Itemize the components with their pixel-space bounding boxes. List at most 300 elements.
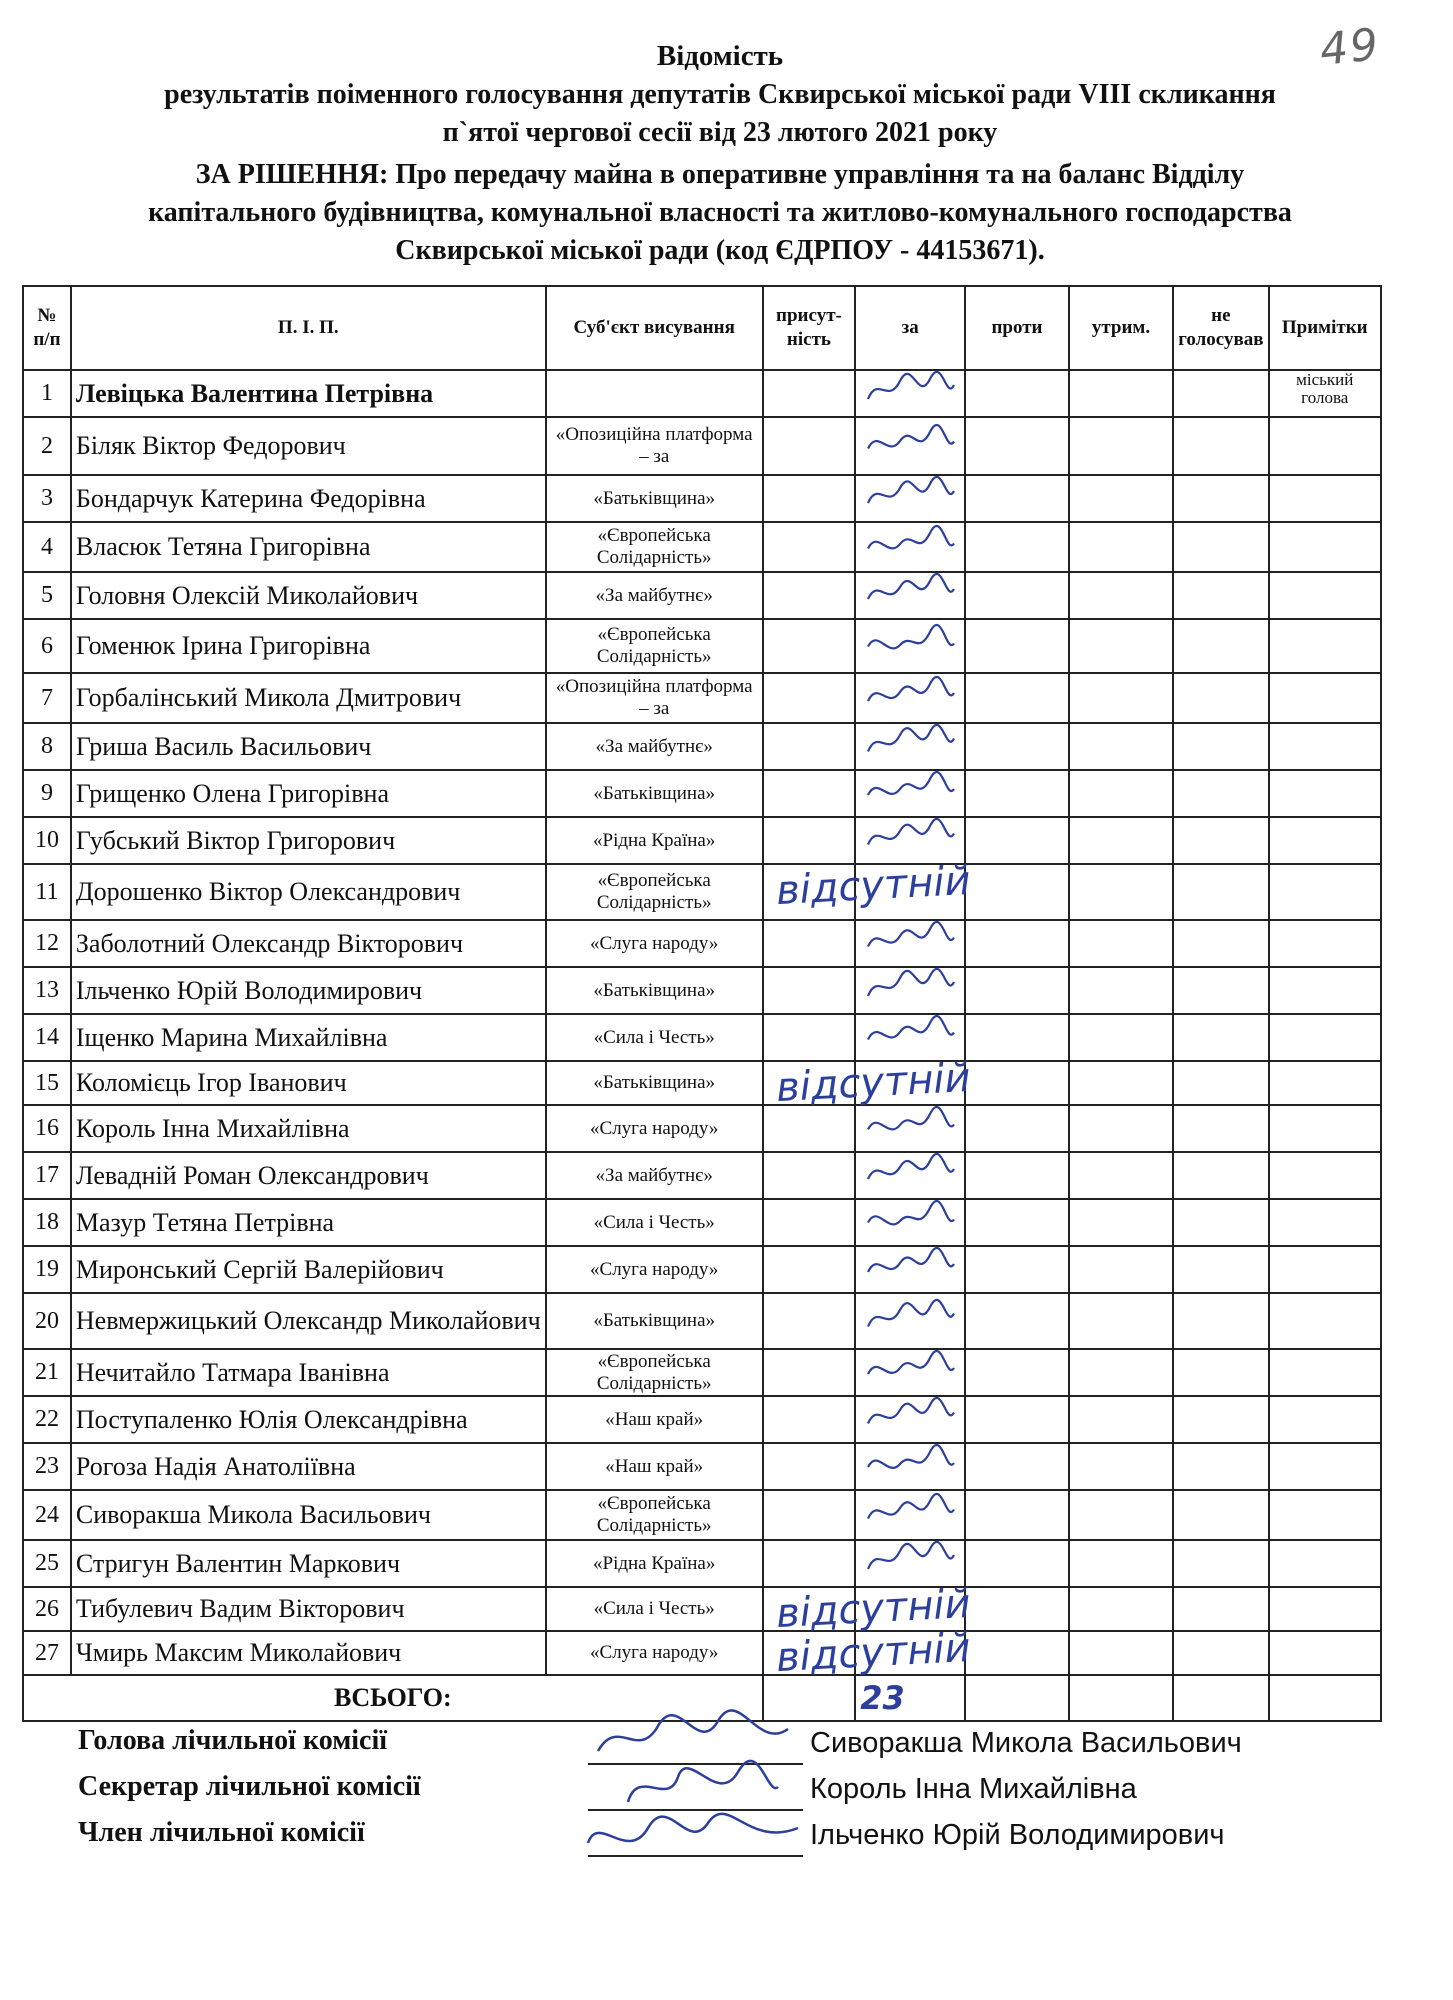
note-cell — [1269, 817, 1382, 864]
note-cell — [1269, 1246, 1382, 1293]
header-present: присут-ність — [763, 286, 855, 370]
header-note: Примітки — [1269, 286, 1382, 370]
not-voted-cell — [1173, 1105, 1268, 1152]
not-voted-cell — [1173, 1293, 1268, 1349]
member-signature — [578, 1803, 808, 1873]
table-row — [23, 770, 1381, 817]
against-cell — [965, 522, 1069, 572]
row-number: 5 — [23, 572, 71, 619]
not-voted-cell — [1173, 370, 1268, 417]
member-party: «Наш край» — [546, 1396, 763, 1443]
member-name: Нечитайло Татмара Іванівна — [71, 1349, 546, 1396]
abstain-cell — [1069, 1631, 1174, 1675]
member-name: Ільченко Юрій Володимирович — [810, 1819, 1225, 1851]
row-number: 13 — [23, 967, 71, 1014]
against-cell — [965, 1631, 1069, 1675]
against-cell — [965, 1061, 1069, 1105]
total-note — [1269, 1675, 1382, 1721]
against-cell — [965, 1540, 1069, 1587]
member-name: Горбалінський Микола Дмитрович — [71, 673, 546, 723]
for-cell — [855, 770, 965, 817]
signature-mark — [860, 921, 960, 959]
document-title: Відомість — [656, 40, 784, 72]
member-name: Заболотний Олександр Вікторович — [71, 920, 546, 967]
member-party: «Опозиційна платформа – за — [546, 673, 763, 723]
against-cell — [965, 770, 1069, 817]
note-cell — [1269, 1631, 1382, 1675]
for-cell — [855, 817, 965, 864]
against-cell — [965, 673, 1069, 723]
row-number: 12 — [23, 920, 71, 967]
abstain-cell — [1069, 1396, 1174, 1443]
header-party: Суб'єкт висування — [546, 286, 763, 370]
note-cell — [1269, 673, 1382, 723]
against-cell — [965, 1349, 1069, 1396]
for-cell — [855, 1293, 965, 1349]
against-cell — [965, 1443, 1069, 1490]
member-party: «За майбутнє» — [546, 723, 763, 770]
against-cell — [965, 723, 1069, 770]
decision-text1: Про передачу майна в оперативне управління та на баланс Відділу — [395, 159, 1245, 190]
member-party: «Слуга народу» — [546, 920, 763, 967]
header-num: № п/п — [23, 286, 71, 370]
row-number: 17 — [23, 1152, 71, 1199]
not-voted-cell — [1173, 817, 1268, 864]
member-name: Ільченко Юрій Володимирович — [71, 967, 546, 1014]
member-party: «За майбутнє» — [546, 572, 763, 619]
against-cell — [965, 417, 1069, 475]
abstain-cell — [1069, 967, 1174, 1014]
table-row — [23, 1396, 1381, 1443]
against-cell — [965, 1246, 1069, 1293]
note-cell — [1269, 967, 1382, 1014]
table-row — [23, 1293, 1381, 1349]
present-cell — [763, 770, 855, 817]
note-cell — [1269, 864, 1382, 920]
for-cell — [855, 920, 965, 967]
row-number: 9 — [23, 770, 71, 817]
for-cell — [775, 1580, 972, 1638]
document-subtitle-line1: результатів поіменного голосування депутатів Сквирської міської ради VIII скликання — [164, 79, 1276, 110]
member-name: Гриша Василь Васильович — [71, 723, 546, 770]
for-cell — [855, 673, 965, 723]
member-name: Власюк Тетяна Григорівна — [71, 522, 546, 572]
member-party: «Батьківщина» — [546, 475, 763, 522]
document-subtitle-line2: п`ятої чергової сесії від 23 лютого 2021 року — [442, 117, 998, 148]
signature-mark — [860, 1299, 960, 1337]
member-party: «Слуга народу» — [546, 1246, 763, 1293]
present-cell — [763, 522, 855, 572]
against-cell — [965, 1152, 1069, 1199]
abstain-cell — [1069, 1105, 1174, 1152]
signature-mark — [860, 676, 960, 714]
for-cell — [855, 522, 965, 572]
header-name: П. І. П. — [71, 286, 546, 370]
chair-label: Голова лічильної комісії — [78, 1725, 388, 1756]
abstain-cell — [1069, 1349, 1174, 1396]
for-cell — [855, 619, 965, 673]
member-party: «Наш край» — [546, 1443, 763, 1490]
member-name: Губський Віктор Григорович — [71, 817, 546, 864]
member-name: Гоменюк Ірина Григорівна — [71, 619, 546, 673]
member-signature-line — [588, 1855, 803, 1857]
present-cell — [763, 572, 855, 619]
note-cell — [1269, 1396, 1382, 1443]
against-cell — [965, 967, 1069, 1014]
not-voted-cell — [1173, 1199, 1268, 1246]
total-against — [965, 1675, 1069, 1721]
row-number: 25 — [23, 1540, 71, 1587]
for-cell — [855, 370, 965, 417]
member-party: «За майбутнє» — [546, 1152, 763, 1199]
note-cell — [1269, 1443, 1382, 1490]
row-number: 1 — [23, 370, 71, 417]
note-cell — [1269, 1587, 1382, 1631]
present-cell — [763, 967, 855, 1014]
member-name: Левадній Роман Олександрович — [71, 1152, 546, 1199]
abstain-cell — [1069, 1246, 1174, 1293]
table-row — [23, 673, 1381, 723]
abstain-cell — [1069, 1587, 1174, 1631]
table-row — [23, 817, 1381, 864]
document-header — [70, 36, 1370, 270]
for-cell — [775, 857, 972, 920]
note-cell — [1269, 619, 1382, 673]
secretary-label: Секретар лічильної комісії — [78, 1771, 421, 1802]
for-cell — [775, 1054, 972, 1112]
table-row — [23, 723, 1381, 770]
against-cell — [965, 572, 1069, 619]
signature-mark — [860, 771, 960, 809]
member-party — [546, 370, 763, 417]
note-cell — [1269, 1061, 1382, 1105]
for-cell — [855, 1443, 965, 1490]
member-party: «Європейська Солідарність» — [546, 1490, 763, 1540]
note-cell — [1269, 1199, 1382, 1246]
chair-name: Сиворакша Микола Васильович — [810, 1727, 1242, 1759]
against-cell — [965, 864, 1069, 920]
row-number: 2 — [23, 417, 71, 475]
table-row — [23, 1152, 1381, 1199]
present-cell — [763, 1540, 855, 1587]
table-row — [23, 864, 1381, 920]
against-cell — [965, 370, 1069, 417]
absent-mark: відсутній — [775, 1054, 972, 1112]
table-row — [23, 370, 1381, 417]
member-name: Мазур Тетяна Петрівна — [71, 1199, 546, 1246]
signature-mark — [860, 724, 960, 762]
table-row — [23, 920, 1381, 967]
note-cell — [1269, 475, 1382, 522]
absent-mark: відсутній — [775, 1580, 972, 1638]
not-voted-cell — [1173, 572, 1268, 619]
present-cell — [763, 619, 855, 673]
abstain-cell — [1069, 370, 1174, 417]
total-for-value: 23 — [860, 1679, 905, 1717]
table-row — [23, 1490, 1381, 1540]
row-number: 20 — [23, 1293, 71, 1349]
member-name: Коломієць Ігор Іванович — [71, 1061, 546, 1105]
not-voted-cell — [1173, 1443, 1268, 1490]
note-cell: міський голова — [1269, 370, 1382, 417]
member-name: Іщенко Марина Михайлівна — [71, 1014, 546, 1061]
member-name: Миронський Сергій Валерійович — [71, 1246, 546, 1293]
signature-mark — [860, 1153, 960, 1191]
against-cell — [965, 475, 1069, 522]
not-voted-cell — [1173, 1246, 1268, 1293]
note-cell — [1269, 1014, 1382, 1061]
not-voted-cell — [1173, 864, 1268, 920]
present-cell — [763, 417, 855, 475]
signature-mark — [860, 476, 960, 514]
abstain-cell — [1069, 1443, 1174, 1490]
not-voted-cell — [1173, 1631, 1268, 1675]
against-cell — [965, 1105, 1069, 1152]
for-cell — [855, 1014, 965, 1061]
note-cell — [1269, 522, 1382, 572]
for-cell — [855, 723, 965, 770]
member-party: «Опозиційна платформа – за — [546, 417, 763, 475]
total-label: ВСЬОГО: — [23, 1675, 763, 1721]
for-cell — [855, 1152, 965, 1199]
note-cell — [1269, 1293, 1382, 1349]
abstain-cell — [1069, 1199, 1174, 1246]
table-row — [23, 572, 1381, 619]
note-cell — [1269, 572, 1382, 619]
row-number: 4 — [23, 522, 71, 572]
abstain-cell — [1069, 864, 1174, 920]
member-party: «Сила і Честь» — [546, 1014, 763, 1061]
for-cell — [855, 417, 965, 475]
abstain-cell — [1069, 770, 1174, 817]
row-number: 7 — [23, 673, 71, 723]
note-cell — [1269, 1349, 1382, 1396]
table-row — [23, 1349, 1381, 1396]
member-name: Дорошенко Віктор Олександрович — [71, 864, 546, 920]
row-number: 3 — [23, 475, 71, 522]
signature-mark — [860, 1247, 960, 1285]
not-voted-cell — [1173, 673, 1268, 723]
signature-mark — [860, 1106, 960, 1144]
table-body — [23, 370, 1381, 1682]
not-voted-cell — [1173, 920, 1268, 967]
not-voted-cell — [1173, 967, 1268, 1014]
member-party: «Батьківщина» — [546, 1293, 763, 1349]
table-row — [23, 1061, 1381, 1105]
present-cell — [763, 370, 855, 417]
vote-table — [22, 285, 1382, 1722]
against-cell — [965, 817, 1069, 864]
member-name: Рогоза Надія Анатоліївна — [71, 1443, 546, 1490]
member-name: Король Інна Михайлівна — [71, 1105, 546, 1152]
signature-mark — [860, 371, 960, 409]
member-name: Тибулевич Вадим Вікторович — [71, 1587, 546, 1631]
abstain-cell — [1069, 1540, 1174, 1587]
present-cell — [763, 723, 855, 770]
not-voted-cell — [1173, 1152, 1268, 1199]
member-party: «Європейська Солідарність» — [546, 619, 763, 673]
against-cell — [965, 1587, 1069, 1631]
decision-line2: капітального будівництва, комунальної власності та житлово-комунального господарства — [148, 197, 1292, 228]
abstain-cell — [1069, 1061, 1174, 1105]
against-cell — [965, 1490, 1069, 1540]
note-cell — [1269, 1105, 1382, 1152]
member-name: Сиворакша Микола Васильович — [71, 1490, 546, 1540]
table-row — [23, 1540, 1381, 1587]
secretary-name: Король Інна Михайлівна — [810, 1773, 1137, 1805]
member-name: Невмержицький Олександр Миколайович — [71, 1293, 546, 1349]
present-cell — [763, 1199, 855, 1246]
for-cell — [855, 572, 965, 619]
abstain-cell — [1069, 817, 1174, 864]
table-header-row — [23, 286, 1381, 370]
member-party: «Рідна Країна» — [546, 1540, 763, 1587]
signature-mark — [860, 1397, 960, 1435]
not-voted-cell — [1173, 522, 1268, 572]
signature-mark — [860, 624, 960, 662]
present-cell — [763, 1396, 855, 1443]
member-party: «Слуга народу» — [546, 1105, 763, 1152]
not-voted-cell — [1173, 619, 1268, 673]
note-cell — [1269, 770, 1382, 817]
member-name: Біляк Віктор Федорович — [71, 417, 546, 475]
member-name: Стригун Валентин Маркович — [71, 1540, 546, 1587]
table-row — [23, 1014, 1381, 1061]
header-against: проти — [965, 286, 1069, 370]
present-cell — [763, 1014, 855, 1061]
not-voted-cell — [1173, 417, 1268, 475]
table-row — [23, 1443, 1381, 1490]
for-cell — [855, 1396, 965, 1443]
against-cell — [965, 1014, 1069, 1061]
row-number: 8 — [23, 723, 71, 770]
row-number: 18 — [23, 1199, 71, 1246]
row-number: 15 — [23, 1061, 71, 1105]
against-cell — [965, 920, 1069, 967]
note-cell — [1269, 1540, 1382, 1587]
signature-mark — [860, 968, 960, 1006]
not-voted-cell — [1173, 1349, 1268, 1396]
not-voted-cell — [1173, 1014, 1268, 1061]
abstain-cell — [1069, 619, 1174, 673]
table-row — [23, 1631, 1381, 1675]
abstain-cell — [1069, 920, 1174, 967]
member-party: «Європейська Солідарність» — [546, 1349, 763, 1396]
present-cell — [763, 673, 855, 723]
decision-prefix: ЗА РІШЕННЯ: — [195, 159, 389, 190]
abstain-cell — [1069, 1014, 1174, 1061]
present-cell — [763, 1105, 855, 1152]
abstain-cell — [1069, 417, 1174, 475]
abstain-cell — [1069, 723, 1174, 770]
present-cell — [763, 817, 855, 864]
for-cell — [855, 1246, 965, 1293]
note-cell — [1269, 723, 1382, 770]
table-row — [23, 417, 1381, 475]
member-party: «Батьківщина» — [546, 967, 763, 1014]
table-row — [23, 1105, 1381, 1152]
row-number: 10 — [23, 817, 71, 864]
table-row — [23, 619, 1381, 673]
table-row — [23, 1246, 1381, 1293]
member-name: Левіцька Валентина Петрівна — [71, 370, 546, 417]
abstain-cell — [1069, 475, 1174, 522]
header-for: за — [855, 286, 965, 370]
present-cell — [763, 475, 855, 522]
row-number: 24 — [23, 1490, 71, 1540]
row-number: 21 — [23, 1349, 71, 1396]
member-party: «Сила і Честь» — [546, 1199, 763, 1246]
signature-mark — [860, 1015, 960, 1053]
against-cell — [965, 619, 1069, 673]
signature-mark — [860, 1493, 960, 1531]
decision-line3: Сквирської міської ради (код ЄДРПОУ - 44153671). — [395, 235, 1045, 266]
total-not-voted — [1173, 1675, 1268, 1721]
signature-mark — [860, 525, 960, 563]
for-cell — [855, 1105, 965, 1152]
not-voted-cell — [1173, 1061, 1268, 1105]
signature-mark — [860, 818, 960, 856]
present-cell — [763, 1490, 855, 1540]
member-party: «Європейська Солідарність» — [546, 864, 763, 920]
absent-mark: відсутній — [775, 1624, 972, 1682]
member-party: «Сила і Честь» — [546, 1587, 763, 1631]
present-cell — [763, 1152, 855, 1199]
row-number: 27 — [23, 1631, 71, 1675]
abstain-cell — [1069, 572, 1174, 619]
signature-mark — [860, 424, 960, 462]
member-name: Головня Олексій Миколайович — [71, 572, 546, 619]
member-party: «Рідна Країна» — [546, 817, 763, 864]
signature-mark — [860, 1350, 960, 1388]
not-voted-cell — [1173, 1490, 1268, 1540]
signature-mark — [860, 1444, 960, 1482]
table-row — [23, 475, 1381, 522]
row-number: 19 — [23, 1246, 71, 1293]
present-cell — [763, 1443, 855, 1490]
member-party: «Європейська Солідарність» — [546, 522, 763, 572]
note-cell — [1269, 1152, 1382, 1199]
not-voted-cell — [1173, 723, 1268, 770]
present-cell — [763, 1293, 855, 1349]
row-number: 26 — [23, 1587, 71, 1631]
for-cell — [855, 475, 965, 522]
member-name: Бондарчук Катерина Федорівна — [71, 475, 546, 522]
abstain-cell — [1069, 1293, 1174, 1349]
against-cell — [965, 1293, 1069, 1349]
note-cell — [1269, 1490, 1382, 1540]
decision-line1 — [70, 156, 1370, 194]
row-number: 22 — [23, 1396, 71, 1443]
member-label: Член лічильної комісії — [78, 1817, 365, 1848]
row-number: 6 — [23, 619, 71, 673]
table-row — [23, 967, 1381, 1014]
total-for — [855, 1675, 965, 1721]
row-number: 14 — [23, 1014, 71, 1061]
present-cell — [763, 1246, 855, 1293]
not-voted-cell — [1173, 1540, 1268, 1587]
abstain-cell — [1069, 522, 1174, 572]
table-row — [23, 1199, 1381, 1246]
commission-footer — [78, 1725, 1378, 1863]
signature-mark — [860, 1200, 960, 1238]
abstain-cell — [1069, 1152, 1174, 1199]
member-party: «Батьківщина» — [546, 770, 763, 817]
member-row — [78, 1817, 1378, 1863]
for-cell — [775, 1624, 972, 1682]
member-party: «Батьківщина» — [546, 1061, 763, 1105]
absent-mark: відсутній — [775, 857, 972, 915]
